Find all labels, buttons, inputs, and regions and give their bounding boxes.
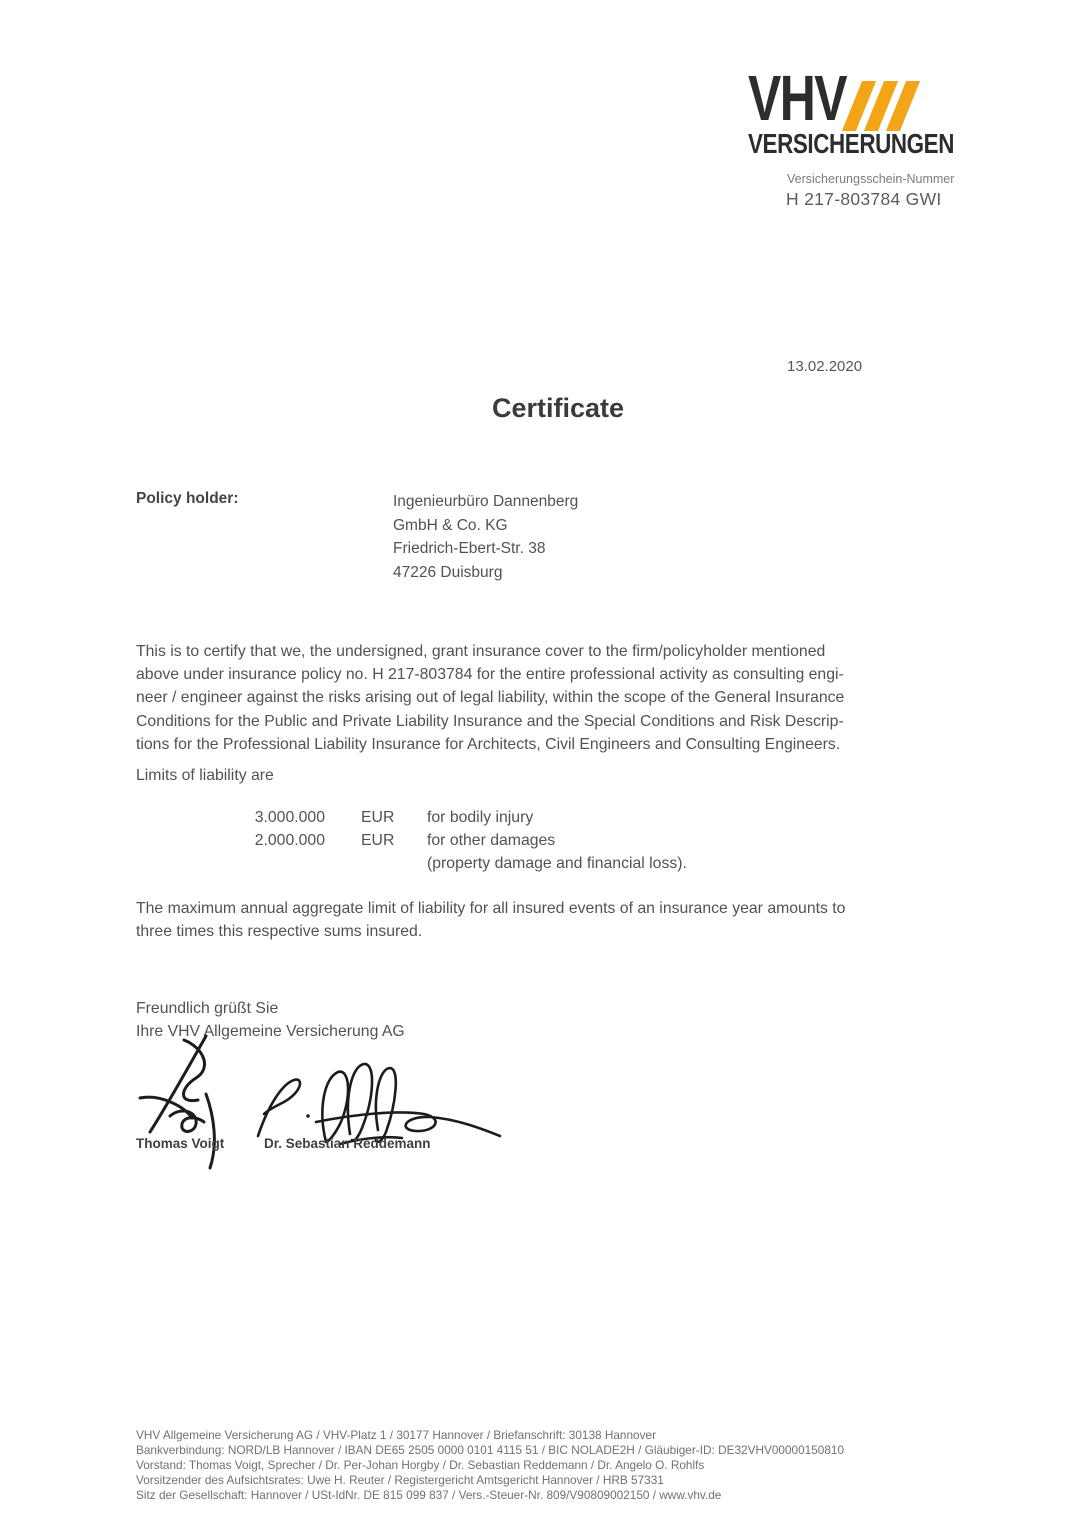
- limit-description: for bodily injury: [427, 809, 534, 826]
- limit-description: for other damages: [427, 832, 556, 850]
- limits-table: [136, 806, 687, 876]
- footer-line: Bankverbindung: NORD/LB Hannover / IBAN DE65 2505 0000 0101 4115 51 / BIC NOLADE2H / Gläubiger-ID: DE32VHV00000150810: [136, 1442, 845, 1457]
- limit-row: [136, 852, 687, 875]
- vhv-logo: [748, 62, 988, 159]
- certify-paragraph: [136, 640, 976, 756]
- aggregate-paragraph: [136, 897, 976, 943]
- limit-row: [136, 829, 687, 852]
- footer-line: Vorsitzender des Aufsichtsrates: Uwe H. Reuter / Registergericht Amtsgericht Hannover / HRB 57331: [136, 1472, 664, 1487]
- address-line: Friedrich-Ebert-Str. 38: [393, 540, 546, 557]
- paragraph-line: neer / engineer against the risks arising out of legal liability, within the scope of the General Insurance: [136, 689, 845, 707]
- paragraph-line: above under insurance policy no. H 217-803784 for the entire professional activity as consulting engi-: [136, 666, 844, 684]
- limit-currency: EUR: [361, 832, 395, 850]
- signature-name: Dr. Sebastian Reddemann: [264, 1136, 431, 1151]
- vhv-brand-text: VHV: [748, 62, 846, 134]
- page-title: Certificate: [491, 393, 625, 423]
- limit-row: [136, 806, 687, 829]
- footer-line: Vorstand: Thomas Voigt, Sprecher / Dr. Per-Johan Horgby / Dr. Sebastian Reddemann / Dr. Angelo O. Rohlfs: [136, 1457, 705, 1472]
- limit-currency: EUR: [361, 809, 395, 826]
- vhv-slashes-icon: [852, 81, 910, 131]
- signature-voigt-image: [126, 1032, 266, 1172]
- policy-number-value: H 217-803784 GWI: [786, 189, 942, 209]
- limit-amount: 3.000.000: [254, 809, 325, 826]
- paragraph-line: This is to certify that we, the undersigned, grant insurance cover to the firm/policyholder mentioned: [136, 643, 826, 660]
- paragraph-line: tions for the Professional Liability Insurance for Architects, Civil Engineers and Consulting Engineers.: [136, 735, 841, 753]
- signature-name: Thomas Voigt: [136, 1136, 225, 1151]
- closing-salutation: [136, 997, 405, 1043]
- policy-holder-address: [393, 490, 578, 584]
- salutation-line: Freundlich grüßt Sie: [136, 1000, 279, 1017]
- limit-amount: [136, 852, 325, 875]
- vhv-subbrand-text: VERSICHERUNGEN: [748, 128, 954, 159]
- salutation-line: Ihre VHV Allgemeine Versicherung AG: [136, 1023, 405, 1041]
- limit-description: (property damage and financial loss).: [427, 855, 687, 873]
- paragraph-line: three times this respective sums insured.: [136, 923, 423, 941]
- policy-holder-label: Policy holder:: [136, 490, 239, 507]
- footer-line: VHV Allgemeine Versicherung AG / VHV-Platz 1 / 30177 Hannover / Briefanschrift: 30138 Hannover: [136, 1428, 657, 1442]
- document-date: 13.02.2020: [787, 358, 863, 375]
- policy-number-label: Versicherungsschein-Nummer: [787, 172, 955, 186]
- limit-amount: 2.000.000: [254, 832, 325, 850]
- footer: [136, 1428, 844, 1503]
- paragraph-line: Conditions for the Public and Private Liability Insurance and the Special Conditions and Risk Descrip-: [136, 712, 844, 730]
- limits-intro: Limits of liability are: [136, 767, 274, 784]
- footer-line: Sitz der Gesellschaft: Hannover / USt-IdNr. DE 815 099 837 / Vers.-Steuer-Nr. 809/V90809002150 / www.vhv.de: [136, 1487, 722, 1502]
- address-line: Ingenieurbüro Dannenberg: [393, 493, 579, 510]
- address-line: GmbH & Co. KG: [393, 516, 508, 534]
- paragraph-line: The maximum annual aggregate limit of liability for all insured events of an insurance year amounts to: [136, 900, 846, 917]
- limit-currency: [361, 852, 427, 875]
- address-line: 47226 Duisburg: [393, 563, 503, 581]
